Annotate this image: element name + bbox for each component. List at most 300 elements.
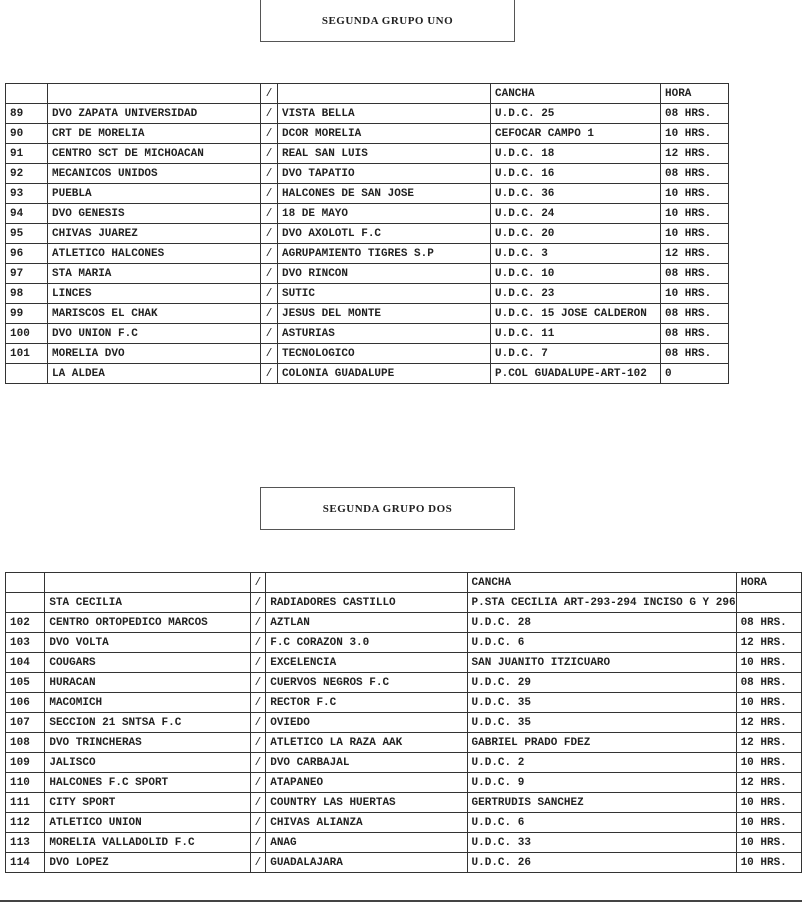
field-text: U.D.C. 2 <box>471 756 525 769</box>
time-text: HORA <box>740 576 767 589</box>
time-text: 12 HRS. <box>740 716 787 729</box>
time-cell <box>661 244 729 264</box>
match-number-cell <box>6 753 45 773</box>
match-number-text: 106 <box>10 696 30 709</box>
away-team-text: CUERVOS NEGROS F.C <box>270 676 390 689</box>
match-number-text: 92 <box>10 167 24 180</box>
field-cell <box>491 264 661 284</box>
table-row <box>6 344 729 364</box>
table-row <box>6 284 729 304</box>
match-number-cell <box>6 284 48 304</box>
vs-separator-text: / <box>254 576 262 589</box>
home-team-text: COUGARS <box>49 656 96 669</box>
match-number-cell <box>6 124 48 144</box>
field-cell <box>467 733 736 753</box>
home-team-text: PUEBLA <box>52 187 92 200</box>
vs-separator-cell <box>250 713 266 733</box>
away-team-cell <box>266 673 467 693</box>
field-cell <box>467 573 736 593</box>
vs-separator-text: / <box>265 147 273 160</box>
away-team-text: AZTLAN <box>270 616 310 629</box>
field-cell <box>491 84 661 104</box>
home-team-cell <box>45 713 250 733</box>
away-team-text: JESUS DEL MONTE <box>282 307 382 320</box>
table-header-row <box>6 84 729 104</box>
vs-separator-cell <box>250 733 266 753</box>
time-text: 10 HRS. <box>740 836 787 849</box>
time-text: HORA <box>665 87 692 100</box>
match-number-cell <box>6 713 45 733</box>
time-text: 08 HRS. <box>665 347 712 360</box>
schedule-body <box>6 573 802 873</box>
home-team-text: CRT DE MORELIA <box>52 127 145 140</box>
time-cell <box>661 124 729 144</box>
match-number-text: 112 <box>10 816 30 829</box>
vs-separator-text: / <box>254 696 262 709</box>
match-number-cell <box>6 613 45 633</box>
home-team-cell <box>48 244 261 264</box>
table-row <box>6 693 802 713</box>
field-cell <box>491 244 661 264</box>
match-number-text: 110 <box>10 776 30 789</box>
home-team-cell <box>48 264 261 284</box>
field-text: SAN JUANITO ITZICUARO <box>471 656 611 669</box>
home-team-text: LINCES <box>52 287 92 300</box>
away-team-cell <box>266 593 467 613</box>
match-number-text: 101 <box>10 347 30 360</box>
field-text: U.D.C. 23 <box>495 287 555 300</box>
match-number-cell <box>6 224 48 244</box>
home-team-cell <box>45 573 250 593</box>
away-team-text: CHIVAS ALIANZA <box>270 816 363 829</box>
away-team-text: F.C CORAZON 3.0 <box>270 636 370 649</box>
table-row <box>6 164 729 184</box>
match-number-cell <box>6 364 48 384</box>
time-cell <box>736 633 801 653</box>
group-title-text: SEGUNDA GRUPO DOS <box>322 502 453 515</box>
table-row <box>6 593 802 613</box>
table-row <box>6 833 802 853</box>
match-number-cell <box>6 633 45 653</box>
home-team-text: ATLETICO UNION <box>49 816 142 829</box>
field-text: CANCHA <box>495 87 535 100</box>
home-team-cell <box>48 284 261 304</box>
match-number-cell <box>6 573 45 593</box>
vs-separator-text: / <box>254 796 262 809</box>
vs-separator-text: / <box>265 227 273 240</box>
time-cell <box>736 613 801 633</box>
match-number-text: 108 <box>10 736 30 749</box>
vs-separator-text: / <box>254 636 262 649</box>
match-number-cell <box>6 144 48 164</box>
vs-separator-text: / <box>265 347 273 360</box>
table-row <box>6 184 729 204</box>
table-row <box>6 124 729 144</box>
table-row <box>6 753 802 773</box>
vs-separator-cell <box>261 244 278 264</box>
vs-separator-cell <box>250 753 266 773</box>
match-number-text: 105 <box>10 676 30 689</box>
home-team-text: ATLETICO HALCONES <box>52 247 165 260</box>
vs-separator-text: / <box>265 367 273 380</box>
field-text: U.D.C. 29 <box>471 676 531 689</box>
field-text: U.D.C. 20 <box>495 227 555 240</box>
home-team-text: DVO VOLTA <box>49 636 109 649</box>
time-text: 08 HRS. <box>665 327 712 340</box>
away-team-cell <box>266 653 467 673</box>
match-number-cell <box>6 773 45 793</box>
time-text: 10 HRS. <box>665 227 712 240</box>
match-number-text: 94 <box>10 207 24 220</box>
home-team-text: DVO LOPEZ <box>49 856 109 869</box>
away-team-cell <box>278 324 491 344</box>
home-team-cell <box>45 653 250 673</box>
match-number-cell <box>6 204 48 224</box>
vs-separator-text: / <box>254 676 262 689</box>
time-cell <box>736 773 801 793</box>
away-team-text: REAL SAN LUIS <box>282 147 368 160</box>
time-text: 12 HRS. <box>665 147 712 160</box>
vs-separator-text: / <box>254 616 262 629</box>
group-title-text: SEGUNDA GRUPO UNO <box>321 14 454 27</box>
field-text: CANCHA <box>471 576 512 589</box>
away-team-text: VISTA BELLA <box>282 107 355 120</box>
match-number-cell <box>6 593 45 613</box>
home-team-cell <box>48 224 261 244</box>
time-text: 10 HRS. <box>740 796 787 809</box>
group-one-schedule-table <box>5 83 729 384</box>
match-number-cell <box>6 104 48 124</box>
time-text: 12 HRS. <box>740 776 787 789</box>
match-number-text: 113 <box>10 836 30 849</box>
match-number-cell <box>6 324 48 344</box>
field-text: P.STA CECILIA ART-293-294 INCISO G Y 296 <box>471 596 736 609</box>
home-team-cell <box>48 184 261 204</box>
match-number-text: 103 <box>10 636 30 649</box>
field-text: GERTRUDIS SANCHEZ <box>471 796 584 809</box>
vs-separator-cell <box>250 853 266 873</box>
time-text: 10 HRS. <box>740 656 787 669</box>
field-cell <box>467 673 736 693</box>
away-team-text: RADIADORES CASTILLO <box>270 596 396 609</box>
time-text: 10 HRS. <box>665 187 712 200</box>
time-cell <box>736 853 801 873</box>
vs-separator-text: / <box>254 776 262 789</box>
home-team-cell <box>45 793 250 813</box>
match-number-text: 89 <box>10 107 24 120</box>
away-team-text: ASTURIAS <box>282 327 335 340</box>
schedule-body <box>6 84 729 384</box>
table-header-row <box>6 573 802 593</box>
time-text: 10 HRS. <box>665 207 712 220</box>
match-number-text: 100 <box>10 327 30 340</box>
vs-separator-text: / <box>265 207 273 220</box>
field-cell <box>467 853 736 873</box>
table-row <box>6 244 729 264</box>
away-team-text: ATAPANEO <box>270 776 324 789</box>
away-team-cell <box>278 264 491 284</box>
field-text: U.D.C. 24 <box>495 207 555 220</box>
table-row <box>6 713 802 733</box>
home-team-text: HALCONES F.C SPORT <box>49 776 169 789</box>
table-row <box>6 793 802 813</box>
away-team-cell <box>278 224 491 244</box>
vs-separator-cell <box>261 224 278 244</box>
vs-separator-text: / <box>265 327 273 340</box>
table-row <box>6 673 802 693</box>
away-team-text: DCOR MORELIA <box>282 127 362 140</box>
match-number-text: 107 <box>10 716 30 729</box>
away-team-cell <box>266 793 467 813</box>
vs-separator-cell <box>261 324 278 344</box>
vs-separator-text: / <box>254 856 262 869</box>
vs-separator-text: / <box>265 307 273 320</box>
field-cell <box>491 304 661 324</box>
vs-separator-cell <box>250 693 266 713</box>
table-row <box>6 204 729 224</box>
time-cell <box>736 673 801 693</box>
vs-separator-cell <box>261 164 278 184</box>
match-number-cell <box>6 693 45 713</box>
table-row <box>6 653 802 673</box>
field-cell <box>491 344 661 364</box>
time-cell <box>736 733 801 753</box>
field-text: U.D.C. 26 <box>471 856 531 869</box>
time-cell <box>661 304 729 324</box>
table-row <box>6 104 729 124</box>
away-team-text: 18 DE MAYO <box>282 207 349 220</box>
match-number-cell <box>6 264 48 284</box>
home-team-text: HURACAN <box>49 676 96 689</box>
vs-separator-text: / <box>254 816 262 829</box>
time-text: 0 <box>665 367 672 380</box>
away-team-cell <box>278 344 491 364</box>
field-cell <box>467 773 736 793</box>
time-text: 10 HRS. <box>740 816 787 829</box>
time-cell <box>736 833 801 853</box>
time-text: 08 HRS. <box>740 676 787 689</box>
vs-separator-text: / <box>265 167 273 180</box>
time-text: 08 HRS. <box>665 307 712 320</box>
away-team-text: ATLETICO LA RAZA AAK <box>270 736 403 749</box>
field-text: P.COL GUADALUPE-ART-102 <box>495 367 647 380</box>
time-cell <box>736 693 801 713</box>
time-cell <box>661 84 729 104</box>
vs-separator-cell <box>250 793 266 813</box>
match-number-cell <box>6 344 48 364</box>
vs-separator-text: / <box>254 736 262 749</box>
away-team-text: RECTOR F.C <box>270 696 337 709</box>
field-text: U.D.C. 6 <box>471 816 525 829</box>
field-text: U.D.C. 35 <box>471 716 531 729</box>
home-team-cell <box>48 204 261 224</box>
match-number-text: 111 <box>10 796 30 809</box>
home-team-cell <box>45 733 250 753</box>
home-team-cell <box>45 593 250 613</box>
time-cell <box>736 653 801 673</box>
match-number-cell <box>6 793 45 813</box>
home-team-cell <box>45 613 250 633</box>
field-text: U.D.C. 16 <box>495 167 555 180</box>
vs-separator-cell <box>250 813 266 833</box>
home-team-text: CENTRO SCT DE MICHOACAN <box>52 147 204 160</box>
match-number-cell <box>6 673 45 693</box>
away-team-cell <box>278 84 491 104</box>
table-row <box>6 813 802 833</box>
time-cell <box>736 753 801 773</box>
home-team-cell <box>48 164 261 184</box>
away-team-cell <box>278 124 491 144</box>
field-cell <box>491 184 661 204</box>
away-team-cell <box>266 573 467 593</box>
home-team-text: MACOMICH <box>49 696 103 709</box>
match-number-cell <box>6 813 45 833</box>
vs-separator-cell <box>261 284 278 304</box>
group-one-title <box>260 0 515 42</box>
away-team-cell <box>266 613 467 633</box>
match-number-cell <box>6 84 48 104</box>
home-team-text: CENTRO ORTOPEDICO MARCOS <box>49 616 208 629</box>
field-cell <box>467 693 736 713</box>
vs-separator-text: / <box>254 716 262 729</box>
home-team-text: MECANICOS UNIDOS <box>52 167 158 180</box>
field-text: U.D.C. 33 <box>471 836 531 849</box>
time-text: 12 HRS. <box>665 247 712 260</box>
field-cell <box>467 813 736 833</box>
away-team-text: GUADALAJARA <box>270 856 343 869</box>
vs-separator-text: / <box>265 87 273 100</box>
field-cell <box>467 833 736 853</box>
home-team-cell <box>48 144 261 164</box>
field-text: GABRIEL PRADO FDEZ <box>471 736 591 749</box>
match-number-cell <box>6 304 48 324</box>
time-text: 12 HRS. <box>740 636 787 649</box>
time-cell <box>661 284 729 304</box>
field-cell <box>467 613 736 633</box>
away-team-cell <box>278 244 491 264</box>
time-cell <box>736 793 801 813</box>
field-text: U.D.C. 35 <box>471 696 531 709</box>
field-text: U.D.C. 25 <box>495 107 555 120</box>
time-cell <box>661 364 729 384</box>
away-team-cell <box>278 164 491 184</box>
home-team-text: MARISCOS EL CHAK <box>52 307 158 320</box>
vs-separator-cell <box>250 633 266 653</box>
time-cell <box>736 713 801 733</box>
match-number-text: 93 <box>10 187 24 200</box>
match-number-cell <box>6 653 45 673</box>
table-row <box>6 224 729 244</box>
match-number-cell <box>6 184 48 204</box>
away-team-cell <box>266 813 467 833</box>
field-text: U.D.C. 3 <box>495 247 548 260</box>
away-team-cell <box>266 733 467 753</box>
time-cell <box>661 344 729 364</box>
match-number-text: 96 <box>10 247 24 260</box>
group-two-title <box>260 487 515 530</box>
time-cell <box>736 573 801 593</box>
away-team-cell <box>266 633 467 653</box>
time-text: 10 HRS. <box>740 696 787 709</box>
vs-separator-cell <box>250 573 266 593</box>
away-team-text: COUNTRY LAS HUERTAS <box>270 796 396 809</box>
home-team-cell <box>48 344 261 364</box>
away-team-text: COLONIA GUADALUPE <box>282 367 395 380</box>
away-team-cell <box>266 833 467 853</box>
away-team-cell <box>278 304 491 324</box>
home-team-cell <box>45 753 250 773</box>
match-number-text: 97 <box>10 267 24 280</box>
field-cell <box>491 104 661 124</box>
vs-separator-cell <box>250 653 266 673</box>
vs-separator-text: / <box>254 836 262 849</box>
match-number-text: 102 <box>10 616 30 629</box>
vs-separator-text: / <box>265 247 273 260</box>
match-number-text: 91 <box>10 147 24 160</box>
time-cell <box>661 264 729 284</box>
time-text: 10 HRS. <box>740 756 787 769</box>
home-team-cell <box>48 304 261 324</box>
away-team-text: DVO CARBAJAL <box>270 756 350 769</box>
field-cell <box>491 124 661 144</box>
home-team-text: CITY SPORT <box>49 796 116 809</box>
table-row <box>6 613 802 633</box>
group-two-schedule-table <box>5 572 802 873</box>
time-cell <box>736 593 801 613</box>
time-cell <box>661 144 729 164</box>
match-number-cell <box>6 164 48 184</box>
field-text: U.D.C. 18 <box>495 147 555 160</box>
vs-separator-cell <box>250 673 266 693</box>
away-team-cell <box>278 284 491 304</box>
field-cell <box>491 204 661 224</box>
field-cell <box>491 144 661 164</box>
time-text: 08 HRS. <box>740 616 787 629</box>
time-text: 12 HRS. <box>740 736 787 749</box>
field-cell <box>467 793 736 813</box>
table-row <box>6 364 729 384</box>
field-text: U.D.C. 15 JOSE CALDERON <box>495 307 647 320</box>
away-team-cell <box>278 104 491 124</box>
home-team-text: JALISCO <box>49 756 96 769</box>
time-text: 10 HRS. <box>665 127 712 140</box>
vs-separator-text: / <box>254 596 262 609</box>
match-number-text: 99 <box>10 307 24 320</box>
match-number-cell <box>6 733 45 753</box>
field-text: U.D.C. 9 <box>471 776 525 789</box>
table-row <box>6 144 729 164</box>
table-row <box>6 773 802 793</box>
vs-separator-cell <box>261 364 278 384</box>
table-row <box>6 733 802 753</box>
away-team-text: DVO AXOLOTL F.C <box>282 227 382 240</box>
away-team-text: SUTIC <box>282 287 316 300</box>
home-team-text: SECCION 21 SNTSA F.C <box>49 716 182 729</box>
away-team-cell <box>266 753 467 773</box>
match-number-text: 114 <box>10 856 30 869</box>
home-team-cell <box>48 84 261 104</box>
field-text: U.D.C. 36 <box>495 187 555 200</box>
home-team-cell <box>48 364 261 384</box>
field-cell <box>467 653 736 673</box>
field-cell <box>467 593 736 613</box>
away-team-cell <box>266 853 467 873</box>
vs-separator-text: / <box>265 107 273 120</box>
time-cell <box>661 204 729 224</box>
home-team-cell <box>45 853 250 873</box>
away-team-text: ANAG <box>270 836 297 849</box>
home-team-cell <box>48 104 261 124</box>
